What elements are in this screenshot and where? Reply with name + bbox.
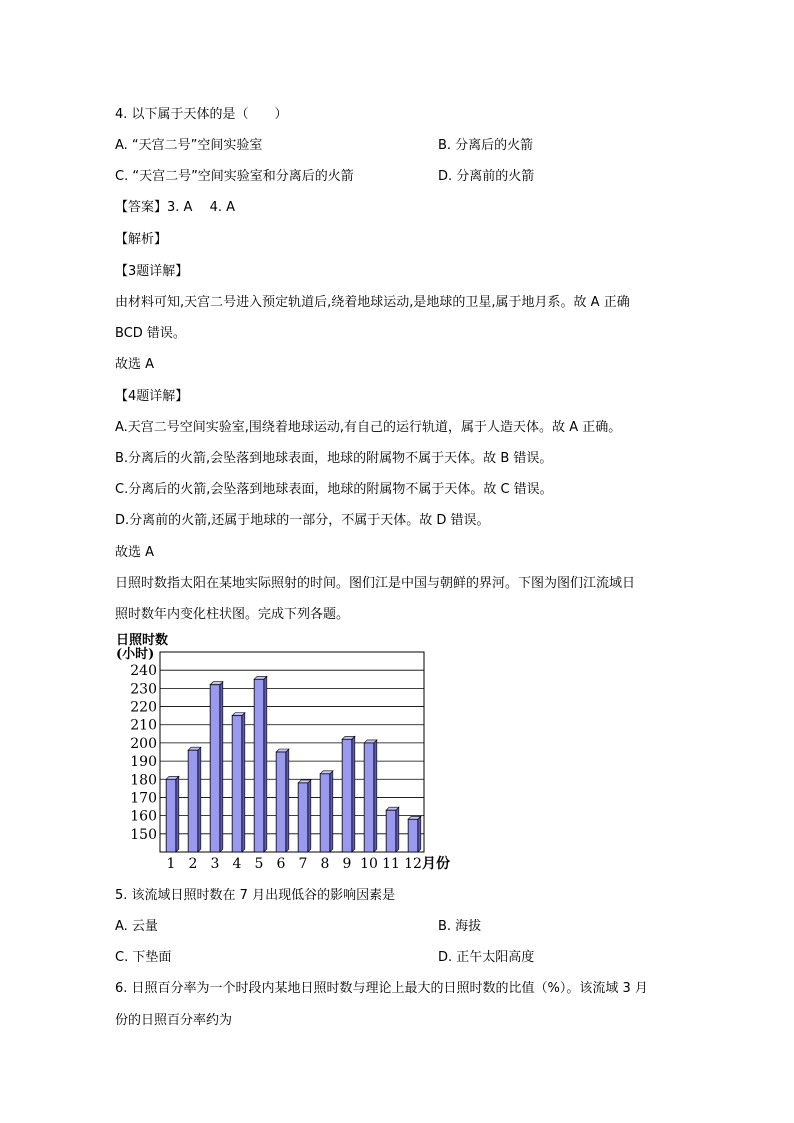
q4-option-c: C. “天宫二号”空间实验室和分离后的火箭 <box>115 169 354 184</box>
chart-xtick-label: 10 <box>360 856 378 872</box>
chart-xtick-label: 4 <box>232 856 242 872</box>
chart-bar <box>408 819 418 852</box>
q4-detail-d: D.分离前的火箭,还属于地球的一部分，不属于天体。故 D 错误。 <box>115 513 490 528</box>
q4-option-a: A. “天宫二号”空间实验室 <box>115 138 263 153</box>
q4-option-b: B. 分离后的火箭 <box>438 138 534 153</box>
chart-bar-side <box>352 736 355 852</box>
q3-detail-text-1: 由材料可知,天宫二号进入预定轨道后,绕着地球运动,是地球的卫星,属于地月系。故 A 正确 <box>115 295 630 310</box>
chart-ytick-label: 220 <box>130 699 157 716</box>
chart-bar-side <box>220 682 223 852</box>
chart-xtick-label: 11 <box>382 856 400 872</box>
q4-detail-a: A.天宫二号空间实验室,围绕着地球运动,有自己的运行轨道，属于人造天体。故 A 正确。 <box>115 420 622 435</box>
chart-ytick-label: 240 <box>130 663 157 680</box>
q4-stem: 4. 以下属于天体的是（ ） <box>115 107 288 122</box>
intro-text-1: 日照时数指太阳在某地实际照射的时间。图们江是中国与朝鲜的界河。下图为图们江流域日 <box>115 576 636 591</box>
chart-ylabel-1: 日照时数 <box>116 633 169 648</box>
chart-bar-side <box>264 676 267 852</box>
q4-pick: 故选 A <box>115 545 155 560</box>
chart-xtick-label: 6 <box>276 856 286 872</box>
chart-xtick-label: 12 <box>404 856 422 872</box>
chart-bar <box>276 752 286 852</box>
chart-bar-side <box>330 771 333 852</box>
chart-ytick-label: 190 <box>130 754 157 771</box>
chart-xtick-label: 5 <box>254 856 264 872</box>
analysis-tag: 【解析】 <box>115 232 168 247</box>
q5-option-b: B. 海拔 <box>438 919 482 934</box>
chart-bar <box>254 679 264 852</box>
chart-bar <box>320 774 330 852</box>
chart-ytick-label: 170 <box>130 790 157 807</box>
chart-bar <box>364 743 374 852</box>
q3-pick: 故选 A <box>115 357 155 372</box>
chart-bar <box>210 685 220 852</box>
chart-bar <box>298 783 308 852</box>
q4-detail-c: C.分离后的火箭,会坠落到地球表面，地球的附属物不属于天体。故 C 错误。 <box>115 482 553 497</box>
chart-bar <box>188 750 198 852</box>
chart-bar <box>386 810 396 852</box>
q5-stem: 5. 该流域日照时数在 7 月出现低谷的影响因素是 <box>115 888 396 903</box>
chart-xtick-label: 7 <box>298 856 308 872</box>
q4-detail-b: B.分离后的火箭,会坠落到地球表面，地球的附属物不属于天体。故 B 错误。 <box>115 451 553 466</box>
answer-tag: 【答案】 <box>115 200 168 215</box>
chart-xtick-label: 8 <box>320 856 330 872</box>
q6-text-1: 6. 日照百分率为一个时段内某地日照时数与理论上最大的日照时数的比值（%）。该流域 3 月 <box>115 981 648 996</box>
q5-option-a: A. 云量 <box>115 919 158 934</box>
q3-detail-text-2: BCD 错误。 <box>115 326 186 341</box>
chart-ytick-label: 150 <box>130 826 157 843</box>
chart-bar-side <box>418 816 421 852</box>
answer-line <box>115 196 235 215</box>
chart-xtick-label: 2 <box>188 856 198 872</box>
chart-bar-side <box>198 747 201 852</box>
chart-xtick-label: 3 <box>210 856 220 872</box>
chart-ytick-label: 230 <box>130 681 157 698</box>
chart-bar <box>166 779 176 852</box>
chart-bar-side <box>374 740 377 852</box>
chart-xlabel: 月份 <box>422 856 450 872</box>
q4-detail-tag: 【4题详解】 <box>115 389 189 404</box>
q4-option-d: D. 分离前的火箭 <box>438 169 535 184</box>
sunshine-bar-chart <box>110 630 460 875</box>
chart-bar-side <box>176 776 179 852</box>
chart-ytick-label: 200 <box>130 735 157 752</box>
chart-bar <box>232 716 242 852</box>
intro-text-2: 照时数年内变化柱状图。完成下列各题。 <box>115 607 350 622</box>
answer-text: 3. A 4. A <box>167 200 236 215</box>
chart-plot-area <box>130 652 424 872</box>
q6-text-2: 份的日照百分率约为 <box>115 1013 233 1028</box>
q5-option-c: C. 下垫面 <box>115 950 172 965</box>
chart-ytick-label: 210 <box>130 717 157 734</box>
chart-ylabel-2: (小时) <box>116 647 155 662</box>
chart-bar-side <box>242 713 245 852</box>
q3-detail-tag: 【3题详解】 <box>115 264 189 279</box>
chart-bar-side <box>286 749 289 852</box>
chart-ytick-label: 180 <box>130 772 157 789</box>
chart-xtick-label: 9 <box>342 856 352 872</box>
chart-bar <box>342 739 352 852</box>
chart-bar-side <box>396 807 399 852</box>
q5-option-d: D. 正午太阳高度 <box>438 950 535 965</box>
chart-bar-side <box>308 780 311 852</box>
chart-xtick-label: 1 <box>166 856 176 872</box>
chart-ytick-label: 160 <box>130 808 157 825</box>
